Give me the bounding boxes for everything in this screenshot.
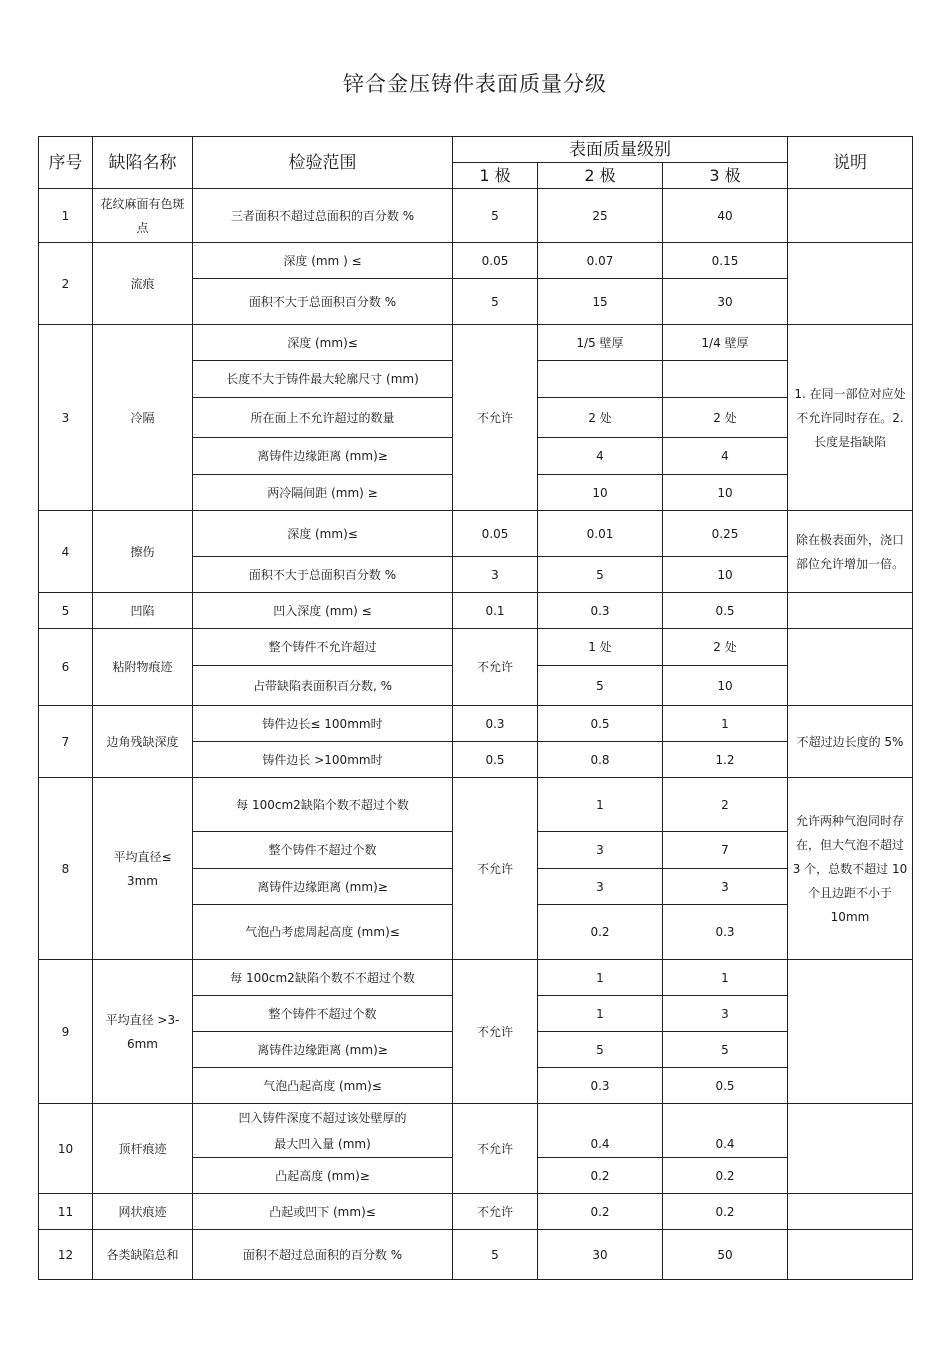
scope-cell: 深度 (mm)≤	[193, 511, 453, 557]
grade-3-cell: 0.3	[663, 905, 788, 960]
grade-2-cell: 0.2	[538, 905, 663, 960]
scope-cell: 离铸件边缘距离 (mm)≥	[193, 869, 453, 905]
grade-3-cell: 10	[663, 557, 788, 593]
row-no: 5	[39, 593, 93, 629]
grade-2-cell: 1	[538, 996, 663, 1032]
grade-3-cell: 0.4	[663, 1132, 788, 1158]
scope-cell: 气泡凸起高度 (mm)≤	[193, 1068, 453, 1104]
scope-cell: 铸件边长 >100mm时	[193, 742, 453, 778]
grade-3-cell: 2 处	[663, 398, 788, 438]
scope-cell: 离铸件边缘距离 (mm)≥	[193, 1032, 453, 1068]
table-row	[39, 1230, 913, 1280]
grade-3-cell: 3	[663, 996, 788, 1032]
grade-2-cell: 1/5 壁厚	[538, 325, 663, 361]
table-row	[39, 511, 913, 557]
grade-1-cell: 5	[453, 1230, 538, 1280]
grade-2-cell: 1	[538, 960, 663, 996]
grade-2-cell: 0.01	[538, 511, 663, 557]
row-no: 1	[39, 189, 93, 243]
row-no: 8	[39, 778, 93, 960]
defect-name: 冷隔	[93, 325, 193, 511]
note-cell	[788, 629, 913, 706]
scope-cell: 整个铸件不超过个数	[193, 832, 453, 869]
table-row	[39, 325, 913, 361]
row-no: 7	[39, 706, 93, 778]
grade-3-cell: 0.5	[663, 593, 788, 629]
grade-2-cell: 15	[538, 279, 663, 325]
scope-cell: 每 100cm2缺陷个数不超过个数	[193, 778, 453, 832]
note-cell	[788, 243, 913, 325]
grade-3-cell: 10	[663, 666, 788, 706]
grade-2-cell: 2 处	[538, 398, 663, 438]
scope-cell: 整个铸件不允许超过	[193, 629, 453, 666]
note-cell	[788, 1230, 913, 1280]
grade-2-cell: 0.5	[538, 706, 663, 742]
row-no: 3	[39, 325, 93, 511]
grade-3-cell: 50	[663, 1230, 788, 1280]
grade-3-cell: 10	[663, 475, 788, 511]
grade-2-cell: 1 处	[538, 629, 663, 666]
grade-2-cell: 0.3	[538, 593, 663, 629]
grade-3-cell: 1	[663, 960, 788, 996]
grade-2-cell	[538, 1104, 663, 1132]
grade-2-cell: 1	[538, 778, 663, 832]
defect-name: 边角残缺深度	[93, 706, 193, 778]
table-row	[39, 243, 913, 279]
grade-1-cell: 不允许	[453, 1194, 538, 1230]
grade-2-cell: 30	[538, 1230, 663, 1280]
row-no: 11	[39, 1194, 93, 1230]
grade-2-cell: 5	[538, 666, 663, 706]
page-title: 锌合金压铸件表面质量分级	[343, 72, 607, 96]
defect-name: 粘附物痕迹	[93, 629, 193, 706]
table-row	[39, 629, 913, 666]
row-no: 12	[39, 1230, 93, 1280]
grade-3-cell: 0.2	[663, 1158, 788, 1194]
grade-1-cell: 0.3	[453, 706, 538, 742]
grade-2-cell: 0.3	[538, 1068, 663, 1104]
grade-2-cell: 3	[538, 869, 663, 905]
grade-1-cell: 5	[453, 279, 538, 325]
grade-3-cell: 0.25	[663, 511, 788, 557]
grade-1-cell: 3	[453, 557, 538, 593]
note-cell: 允许两种气泡同时存在，但大气泡不超过 3 个，总数不超过 10 个且边距不小于 10mm	[788, 778, 913, 960]
table-row	[39, 189, 913, 243]
scope-cell: 两冷隔间距 (mm) ≥	[193, 475, 453, 511]
grade-2-cell: 3	[538, 832, 663, 869]
grade-1-cell: 不允许	[453, 1104, 538, 1194]
grade-1-cell: 不允许	[453, 629, 538, 706]
scope-cell: 深度 (mm ) ≤	[193, 243, 453, 279]
row-no: 4	[39, 511, 93, 593]
grade-2-cell: 10	[538, 475, 663, 511]
scope-cell: 凹入铸件深度不超过该处壁厚的	[193, 1104, 453, 1132]
grade-3-cell: 2 处	[663, 629, 788, 666]
note-cell	[788, 189, 913, 243]
grade-1-cell: 不允许	[453, 325, 538, 511]
grade-3-cell: 0.5	[663, 1068, 788, 1104]
scope-cell: 长度不大于铸件最大轮廓尺寸 (mm)	[193, 361, 453, 398]
col-header-note: 说明	[788, 137, 913, 189]
grade-1-cell: 0.1	[453, 593, 538, 629]
defect-name: 花纹麻面有色斑点	[93, 189, 193, 243]
grade-3-cell	[663, 361, 788, 398]
scope-cell: 占带缺陷表面积百分数, %	[193, 666, 453, 706]
scope-cell: 每 100cm2缺陷个数不不超过个数	[193, 960, 453, 996]
table-row	[39, 593, 913, 629]
scope-cell: 深度 (mm)≤	[193, 325, 453, 361]
defect-name: 各类缺陷总和	[93, 1230, 193, 1280]
table-row	[39, 706, 913, 742]
grade-3-cell: 0.2	[663, 1194, 788, 1230]
grade-3-cell: 40	[663, 189, 788, 243]
table-row	[39, 778, 913, 832]
scope-cell: 所在面上不允许超过的数量	[193, 398, 453, 438]
table-row	[39, 1194, 913, 1230]
defect-name: 擦伤	[93, 511, 193, 593]
header-row	[39, 137, 913, 163]
col-header-grade-2: 2 极	[538, 163, 663, 189]
defect-name: 平均直径≤ 3mm	[93, 778, 193, 960]
note-cell: 1. 在同一部位对应处不允许同时存在。2. 长度是指缺陷	[788, 325, 913, 511]
scope-cell: 凸起或凹下 (mm)≤	[193, 1194, 453, 1230]
col-header-grade-group: 表面质量级别	[453, 137, 788, 163]
scope-cell: 凹入深度 (mm) ≤	[193, 593, 453, 629]
scope-cell: 最大凹入量 (mm)	[193, 1132, 453, 1158]
defect-name: 平均直径 >3-6mm	[93, 960, 193, 1104]
scope-cell: 面积不大于总面积百分数 %	[193, 279, 453, 325]
scope-cell: 面积不超过总面积的百分数 %	[193, 1230, 453, 1280]
col-header-grade-3: 3 极	[663, 163, 788, 189]
scope-cell: 气泡凸考虑周起高度 (mm)≤	[193, 905, 453, 960]
grade-3-cell: 1.2	[663, 742, 788, 778]
grade-2-cell: 0.2	[538, 1158, 663, 1194]
grade-2-cell: 0.4	[538, 1132, 663, 1158]
grade-2-cell: 25	[538, 189, 663, 243]
scope-cell: 面积不大于总面积百分数 %	[193, 557, 453, 593]
grade-3-cell: 1/4 壁厚	[663, 325, 788, 361]
table-row	[39, 960, 913, 996]
col-header-scope: 检验范围	[193, 137, 453, 189]
grade-2-cell	[538, 361, 663, 398]
table-row	[39, 1104, 913, 1132]
scope-cell: 凸起高度 (mm)≥	[193, 1158, 453, 1194]
grade-3-cell: 5	[663, 1032, 788, 1068]
grade-1-cell: 0.5	[453, 742, 538, 778]
grade-1-cell: 0.05	[453, 511, 538, 557]
scope-cell: 铸件边长≤ 100mm时	[193, 706, 453, 742]
row-no: 9	[39, 960, 93, 1104]
note-cell: 除在极表面外，浇口部位允许增加一倍。	[788, 511, 913, 593]
grade-1-cell: 5	[453, 189, 538, 243]
grade-1-cell: 不允许	[453, 960, 538, 1104]
scope-cell: 三者面积不超过总面积的百分数 %	[193, 189, 453, 243]
note-cell	[788, 593, 913, 629]
row-no: 2	[39, 243, 93, 325]
col-header-defect: 缺陷名称	[93, 137, 193, 189]
grade-3-cell: 4	[663, 438, 788, 475]
col-header-no: 序号	[39, 137, 93, 189]
row-no: 6	[39, 629, 93, 706]
grade-3-cell: 0.15	[663, 243, 788, 279]
scope-cell: 离铸件边缘距离 (mm)≥	[193, 438, 453, 475]
grade-3-cell: 2	[663, 778, 788, 832]
quality-grade-table	[38, 136, 913, 1280]
grade-3-cell: 30	[663, 279, 788, 325]
defect-name: 网状痕迹	[93, 1194, 193, 1230]
note-cell	[788, 1194, 913, 1230]
defect-name: 流痕	[93, 243, 193, 325]
note-cell	[788, 1104, 913, 1194]
defect-name: 顶杆痕迹	[93, 1104, 193, 1194]
grade-3-cell: 1	[663, 706, 788, 742]
grade-2-cell: 4	[538, 438, 663, 475]
grade-2-cell: 0.07	[538, 243, 663, 279]
grade-2-cell: 5	[538, 1032, 663, 1068]
note-cell: 不超过边长度的 5%	[788, 706, 913, 778]
defect-name: 凹陷	[93, 593, 193, 629]
grade-3-cell: 3	[663, 869, 788, 905]
grade-1-cell: 0.05	[453, 243, 538, 279]
row-no: 10	[39, 1104, 93, 1194]
grade-3-cell: 7	[663, 832, 788, 869]
col-header-grade-1: 1 极	[453, 163, 538, 189]
grade-2-cell: 0.2	[538, 1194, 663, 1230]
note-cell	[788, 960, 913, 1104]
scope-cell: 整个铸件不超过个数	[193, 996, 453, 1032]
grade-3-cell	[663, 1104, 788, 1132]
grade-1-cell: 不允许	[453, 778, 538, 960]
grade-2-cell: 5	[538, 557, 663, 593]
grade-2-cell: 0.8	[538, 742, 663, 778]
